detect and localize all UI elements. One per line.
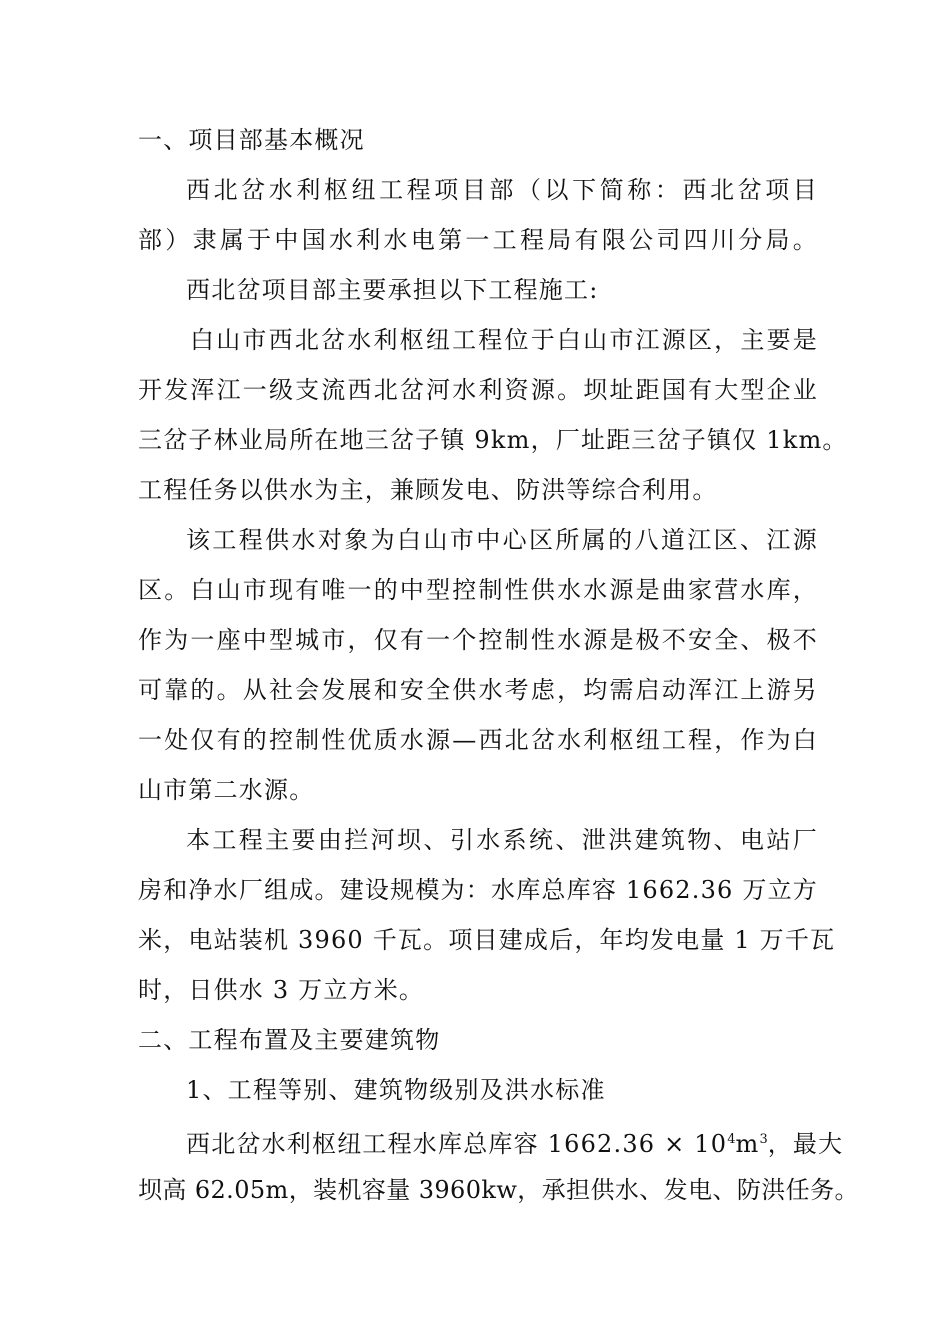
paragraph-line: 本工程主要由拦河坝、引水系统、泄洪建筑物、电站厂	[186, 826, 818, 854]
paragraph-line: 三岔子林业局所在地三岔子镇 9km，厂址距三岔子镇仅 1km。	[138, 426, 848, 454]
paragraph-line: 山市第二水源。	[138, 776, 315, 804]
paragraph-line: 工程任务以供水为主，兼顾发电、防洪等综合利用。	[138, 476, 718, 504]
paragraph-line: 作为一座中型城市，仅有一个控制性水源是极不安全、极不	[138, 626, 818, 654]
paragraph-line: 区。白山市现有唯一的中型控制性供水水源是曲家营水库，	[138, 576, 818, 604]
section-heading-2: 二、工程布置及主要建筑物	[138, 1026, 441, 1054]
paragraph-line: 房和净水厂组成。建设规模为：水库总库容 1662.36 万立方	[138, 876, 818, 904]
section-heading-1: 一、项目部基本概况	[138, 126, 365, 154]
superscript: 3	[759, 1132, 768, 1147]
paragraph-line: 坝高 62.05m，装机容量 3960kw，承担供水、发电、防洪任务。	[138, 1176, 859, 1204]
paragraph-line: 部）隶属于中国水利水电第一工程局有限公司四川分局。	[138, 226, 818, 254]
text-run: 西北岔水利枢纽工程水库总库容 1662.36 × 10	[186, 1130, 728, 1158]
paragraph-line: 西北岔项目部主要承担以下工程施工:	[186, 276, 599, 304]
superscript: 4	[727, 1132, 736, 1147]
text-run: m	[735, 1130, 760, 1158]
paragraph-line: 西北岔水利枢纽工程项目部（以下简称：西北岔项目	[186, 176, 818, 204]
paragraph-line: 白山市西北岔水利枢纽工程位于白山市江源区，主要是	[190, 326, 818, 354]
paragraph-line: 可靠的。从社会发展和安全供水考虑，均需启动浑江上游另	[138, 676, 818, 704]
paragraph-line: 时，日供水 3 万立方米。	[138, 976, 425, 1004]
paragraph-line	[186, 1125, 844, 1159]
text-run: ，最大	[767, 1130, 844, 1158]
paragraph-line: 米，电站装机 3960 千瓦。项目建成后，年均发电量 1 万千瓦	[138, 926, 836, 954]
paragraph-line: 开发浑江一级支流西北岔河水利资源。坝址距国有大型企业	[138, 376, 818, 404]
paragraph-line: 一处仅有的控制性优质水源—西北岔水利枢纽工程，作为白	[138, 726, 818, 754]
subsection-heading: 1、工程等别、建筑物级别及洪水标准	[186, 1076, 606, 1104]
paragraph-line: 该工程供水对象为白山市中心区所属的八道江区、江源	[186, 526, 818, 554]
